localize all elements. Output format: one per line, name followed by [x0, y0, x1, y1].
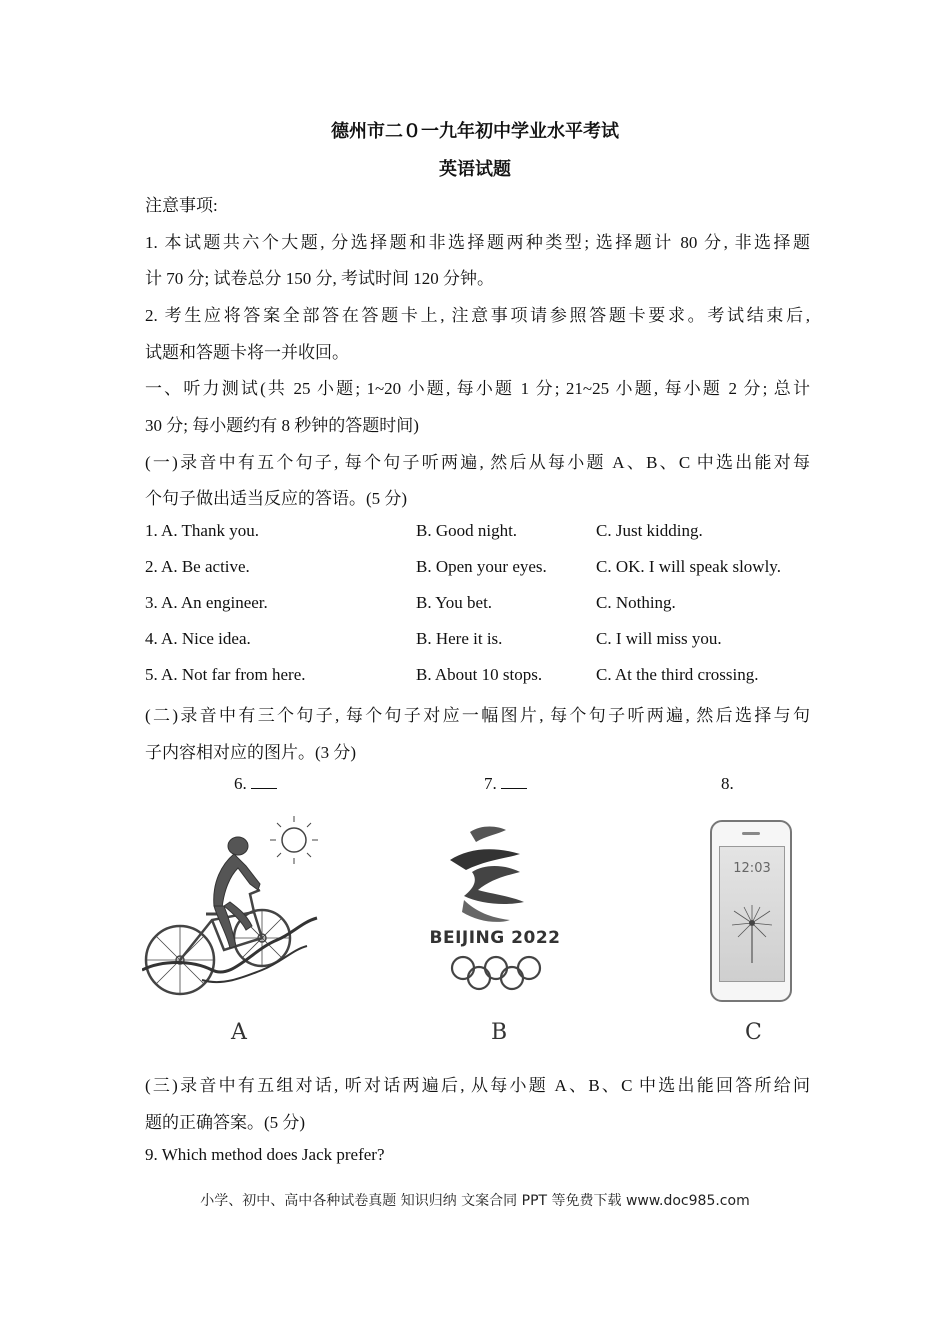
answer-blank	[251, 774, 277, 789]
option-a: 2. A. Be active.	[145, 557, 250, 576]
option-c: C. Nothing.	[596, 593, 676, 612]
notes-heading: 注意事项:	[145, 196, 218, 215]
option-c: C. Just kidding.	[596, 521, 703, 540]
picture-b-caption: BEIJING 2022	[429, 928, 561, 948]
exam-subtitle: 英语试题	[439, 159, 511, 179]
picture-b-beijing-2022	[420, 820, 570, 1000]
option-b: B. Good night.	[416, 521, 518, 540]
option-a: 1. A. Thank you.	[145, 521, 259, 540]
option-b: B. Open your eyes.	[416, 557, 547, 576]
section1-heading-line2: 30 分; 每小题约有 8 秒钟的答题时间)	[145, 416, 419, 435]
phone-screen	[719, 846, 785, 982]
option-c: C. I will miss you.	[596, 629, 722, 648]
option-a: 5. A. Not far from here.	[145, 665, 306, 684]
question-9: 9. Which method does Jack prefer?	[145, 1145, 385, 1164]
picture-a-label: A	[231, 1020, 247, 1045]
notes-item2-line1: 2. 考生应将答案全部答在答题卡上, 注意事项请参照答题卡要求。考试结束后,	[145, 306, 810, 325]
beijing-emblem-icon	[420, 820, 570, 930]
question-7-number: 7.	[484, 774, 527, 794]
notes-item2-line2: 试题和答题卡将一并收回。	[145, 343, 349, 362]
picture-a-cyclist	[142, 810, 322, 1005]
section1-heading-line1: 一、听力测试(共 25 小题; 1~20 小题, 每小题 1 分; 21~25 小题, 每小题 2 分; 总计	[145, 379, 810, 398]
olympic-rings-icon	[448, 954, 544, 992]
picture-c-label: C	[745, 1020, 762, 1045]
dandelion-icon	[730, 903, 774, 963]
option-a: 3. A. An engineer.	[145, 593, 268, 612]
notes-item1-line2: 计 70 分; 试卷总分 150 分, 考试时间 120 分钟。	[145, 269, 494, 288]
option-c: C. At the third crossing.	[596, 665, 759, 684]
option-c: C. OK. I will speak slowly.	[596, 557, 781, 576]
question-8-number: 8.	[721, 774, 734, 793]
phone-speaker	[742, 832, 760, 835]
option-b: B. You bet.	[416, 593, 493, 612]
part1-instructions-line2: 个句子做出适当反应的答语。(5 分)	[145, 489, 408, 508]
question-6-number: 6.	[234, 774, 277, 794]
option-b: B. About 10 stops.	[416, 665, 543, 684]
picture-c-smartphone	[710, 820, 792, 1002]
part2-instructions-line2: 子内容相对应的图片。(3 分)	[145, 743, 357, 762]
option-b: B. Here it is.	[416, 629, 503, 648]
answer-blank	[501, 774, 527, 789]
part3-instructions-line2: 题的正确答案。(5 分)	[145, 1113, 306, 1132]
picture-b-label: B	[491, 1020, 508, 1045]
page-footer: 小学、初中、高中各种试卷真题 知识归纳 文案合同 PPT 等免费下载 www.doc985.com	[200, 1193, 750, 1209]
part3-instructions-line1: (三)录音中有五组对话, 听对话两遍后, 从每小题 A、B、C 中选出能回答所给问	[145, 1076, 810, 1095]
option-a: 4. A. Nice idea.	[145, 629, 251, 648]
part2-instructions-line1: (二)录音中有三个句子, 每个句子对应一幅图片, 每个句子听两遍, 然后选择与句	[145, 706, 810, 725]
part1-instructions-line1: (一)录音中有五个句子, 每个句子听两遍, 然后从每小题 A、B、C 中选出能对每	[145, 453, 810, 472]
phone-clock: 12:03	[733, 861, 771, 876]
notes-item1-line1: 1. 本试题共六个大题, 分选择题和非选择题两种类型; 选择题计 80 分, 非选择题	[145, 233, 810, 252]
exam-title: 德州市二０一九年初中学业水平考试	[331, 121, 619, 141]
